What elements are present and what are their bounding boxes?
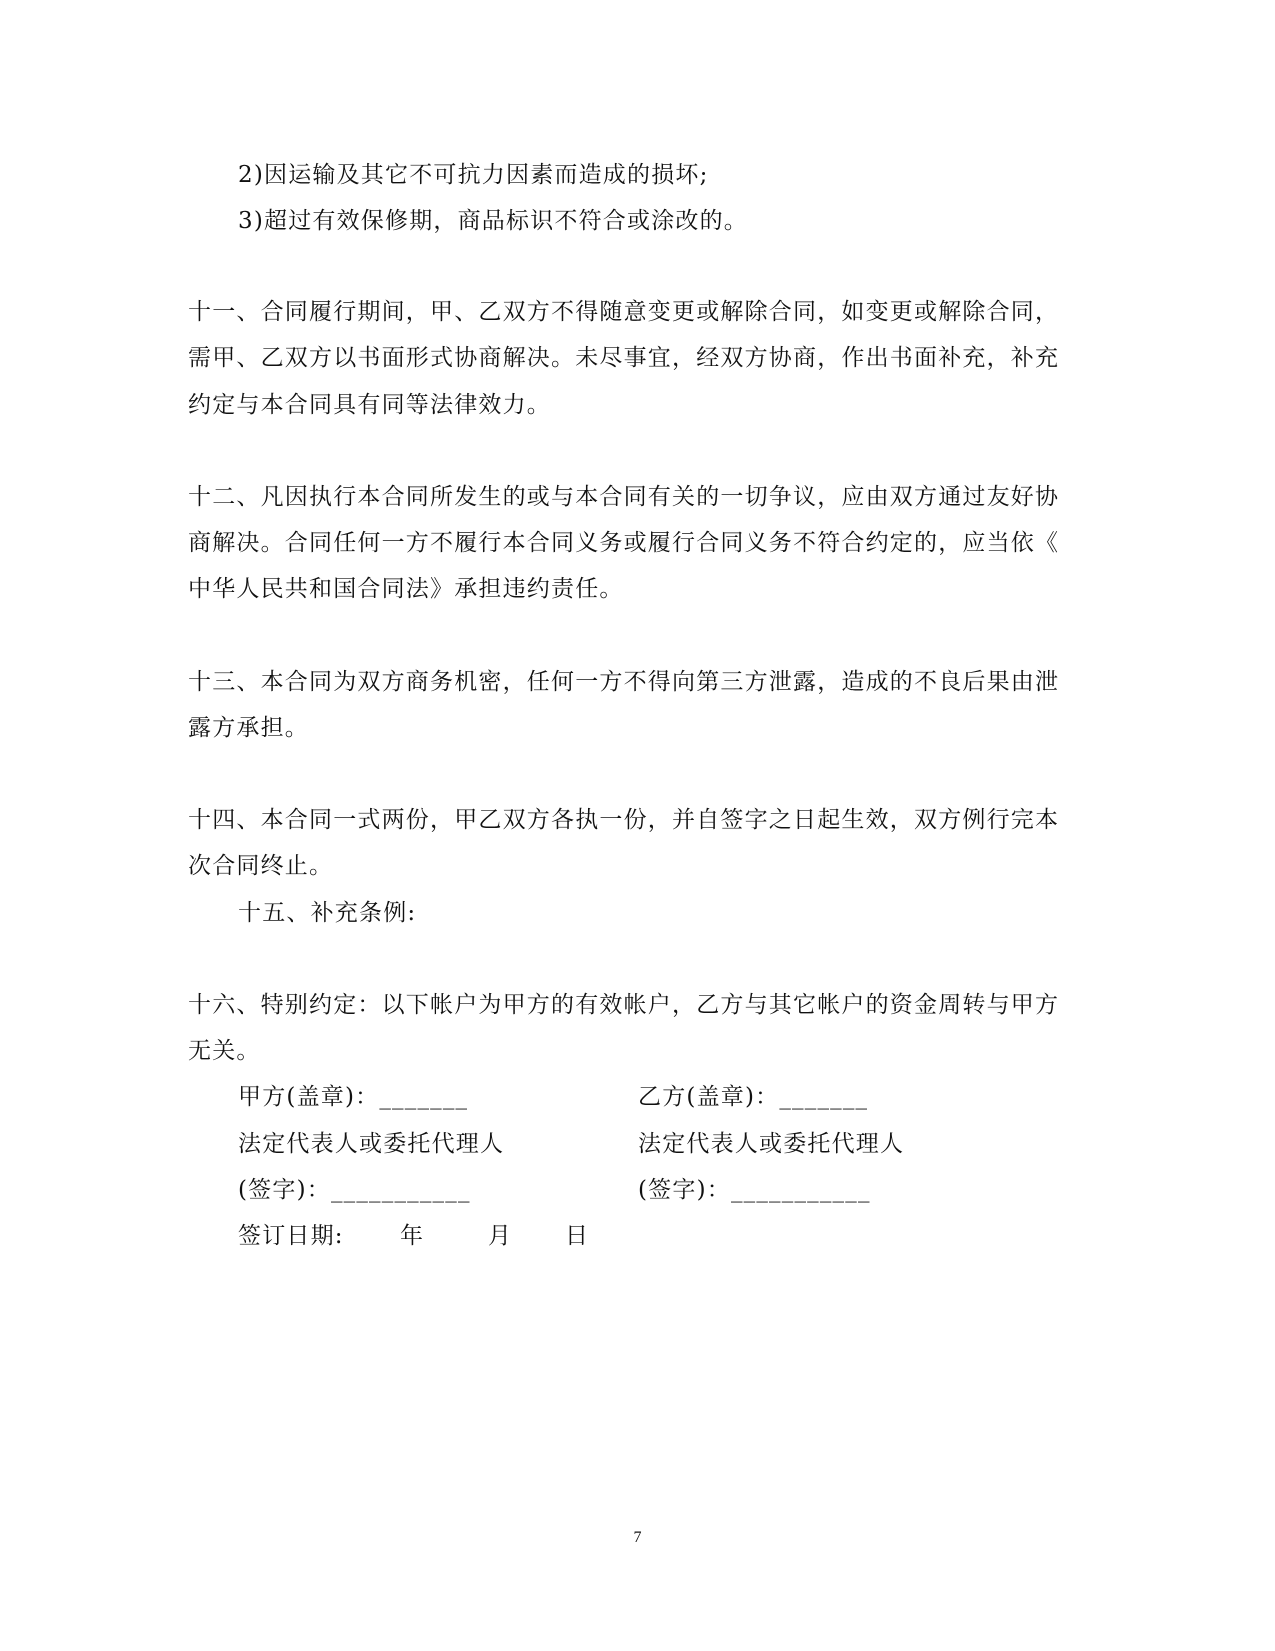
signing-date-month: 月	[488, 1223, 511, 1249]
party-b-seal: 乙方(盖章)：_______	[638, 1084, 869, 1110]
clause-12-line-3: 中华人民共和国合同法》承担违约责任。	[188, 576, 624, 602]
clause-16-line-1: 十六、特别约定：以下帐户为甲方的有效帐户，乙方与其它帐户的资金周转与甲方	[188, 992, 1060, 1018]
party-b-representative: 法定代表人或委托代理人	[638, 1131, 905, 1157]
party-a-representative: 法定代表人或委托代理人	[238, 1131, 505, 1157]
signing-date-day: 日	[565, 1223, 588, 1249]
list-item-3: 3)超过有效保修期，商品标识不符合或涂改的。	[238, 208, 749, 234]
party-b-signature: (签字)：___________	[638, 1177, 871, 1203]
clause-15: 十五、补充条例:	[238, 900, 417, 926]
clause-14-line-2: 次合同终止。	[188, 853, 334, 879]
page-number: 7	[633, 1529, 642, 1546]
clause-12-line-1: 十二、凡因执行本合同所发生的或与本合同有关的一切争议，应由双方通过友好协	[188, 484, 1060, 510]
party-a-seal: 甲方(盖章)：_______	[238, 1084, 469, 1110]
clause-14-line-1: 十四、本合同一式两份，甲乙双方各执一份，并自签字之日起生效，双方例行完本	[188, 807, 1060, 833]
clause-11-line-1: 十一、合同履行期间，甲、乙双方不得随意变更或解除合同，如变更或解除合同，	[188, 299, 1060, 325]
clause-12-line-2: 商解决。合同任何一方不履行本合同义务或履行合同义务不符合约定的，应当依《	[188, 530, 1060, 556]
clause-16-line-2: 无关。	[188, 1038, 261, 1064]
clause-11-line-3: 约定与本合同具有同等法律效力。	[188, 392, 551, 418]
clause-13-line-1: 十三、本合同为双方商务机密，任何一方不得向第三方泄露，造成的不良后果由泄	[188, 669, 1060, 695]
clause-13-line-2: 露方承担。	[188, 715, 309, 741]
signing-date-year: 年	[400, 1223, 423, 1249]
party-a-signature: (签字)：___________	[238, 1177, 471, 1203]
clause-11-line-2: 需甲、乙双方以书面形式协商解决。未尽事宜，经双方协商，作出书面补充，补充	[188, 345, 1060, 371]
list-item-2: 2)因运输及其它不可抗力因素而造成的损坏;	[238, 162, 709, 188]
signing-date-label: 签订日期:	[238, 1223, 344, 1249]
